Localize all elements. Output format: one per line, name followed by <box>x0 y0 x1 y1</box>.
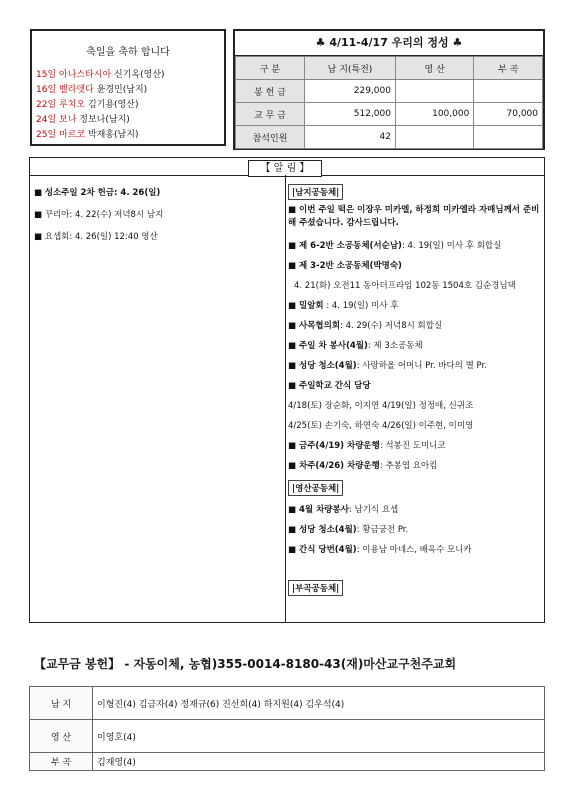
yeongsan-item: ■ 4월 차량봉사: 남기식 요셉 <box>288 505 399 515</box>
namji-item: 4. 21(화) 오전11 동아더프라임 102동 1504호 김순경님댁 <box>294 281 516 291</box>
feast-day-item: 16일 벨라뎃다 윤경민(남지) <box>36 85 148 95</box>
tithe-row: 영 산 이영호(4) <box>30 720 545 753</box>
tithe-line: 【교무금 봉헌】 - 자동이체, 농협)355-0014-8180-43(재)마산교구천주교회 <box>34 657 457 671</box>
tithe-table <box>29 686 545 771</box>
namji-item: 4/18(토) 장순화, 이지연 4/19(일) 정정애, 신귀조 <box>288 401 474 411</box>
namji-intro: ■ 이번 주일 떡은 이장우 미카엘, 하정희 미카엘라 자매님께서 준비해 주셨습니다. 감사드립니다. <box>288 205 540 228</box>
yeongsan-item: ■ 성당 청소(4월): 황금궁전 Pr. <box>288 525 409 535</box>
namji-item: ■ 제 6-2반 소공동체(서순남): 4. 19(일) 미사 후 회합실 <box>288 241 502 251</box>
namji-item: ■ 밀알회 : 4. 19(일) 미사 후 <box>288 301 399 311</box>
notice-column-divider <box>285 175 286 623</box>
offering-row: 참석인원 42 <box>236 126 543 149</box>
yeongsan-item: ■ 간식 당번(4월): 이용남 아네스, 배옥수 모니카 <box>288 545 472 555</box>
notice-item: ■ 성소주일 2차 헌금: 4. 26(일) <box>34 188 161 198</box>
offering-header-row: 구 분 남 지(특전) 영 산 부 곡 <box>236 57 543 80</box>
tithe-row: 부 곡 김재영(4) <box>30 753 545 771</box>
notice-item: ■ 꾸리아: 4. 22(수) 저녁8시 남지 <box>34 210 164 220</box>
notice-left-column <box>34 182 280 248</box>
tithe-row: 남 지 이형진(4) 김금자(4) 정재규(6) 진선희(4) 하지원(4) 김우석(4) <box>30 687 545 720</box>
namji-community-heading: |남지공동체| <box>288 184 343 200</box>
notice-right-column <box>288 182 542 600</box>
feast-day-item: 24일 보나 정보나(남지) <box>36 115 130 125</box>
feast-day-item: 22일 루치오 김기용(영산) <box>36 100 139 110</box>
bugok-community-heading: |부곡공동체| <box>288 580 343 596</box>
feast-day-list <box>32 68 224 143</box>
offering-title: ♣ 4/11-4/17 우리의 정성 ♣ <box>235 31 543 56</box>
notice-title: 【 알 림 】 <box>248 160 322 177</box>
offering-table <box>235 56 543 149</box>
feast-day-box <box>30 29 226 146</box>
namji-item: ■ 제 3-2반 소공동체(박명숙) <box>288 261 402 271</box>
feast-day-item: 15일 아나스타시아 신기옥(영산) <box>36 70 165 80</box>
offering-row: 교 무 금 512,000 100,000 70,000 <box>236 103 543 126</box>
offering-row: 봉 헌 금 229,000 <box>236 80 543 103</box>
namji-item: 4/25(토) 손기숙, 하연숙 4/26(일) 이주현, 이미영 <box>288 421 474 431</box>
namji-item: ■ 성당 청소(4월): 사랑하올 어머니 Pr. 바다의 별 Pr. <box>288 361 487 371</box>
namji-item: ■ 사목협의회: 4. 29(수) 저녁8시 회합실 <box>288 321 443 331</box>
offering-box <box>233 29 545 150</box>
namji-item: ■ 차주(4/26) 차량운행: 추봉엽 요아킴 <box>288 461 438 471</box>
namji-item: ■ 금주(4/19) 차량운행: 석봉진 도미니코 <box>288 441 446 451</box>
feast-day-item: 25일 마르코 박재홍(남지) <box>36 130 139 140</box>
yeongsan-community-heading: |영산공동체| <box>288 480 343 496</box>
feast-day-title: 축일을 축하 합니다 <box>86 47 170 58</box>
notice-item: ■ 요셉회: 4. 26(일) 12:40 영산 <box>34 232 158 242</box>
namji-item: ■ 주일학교 간식 담당 <box>288 381 371 391</box>
namji-item: ■ 주일 차 봉사(4월): 제 3소공동체 <box>288 341 423 351</box>
